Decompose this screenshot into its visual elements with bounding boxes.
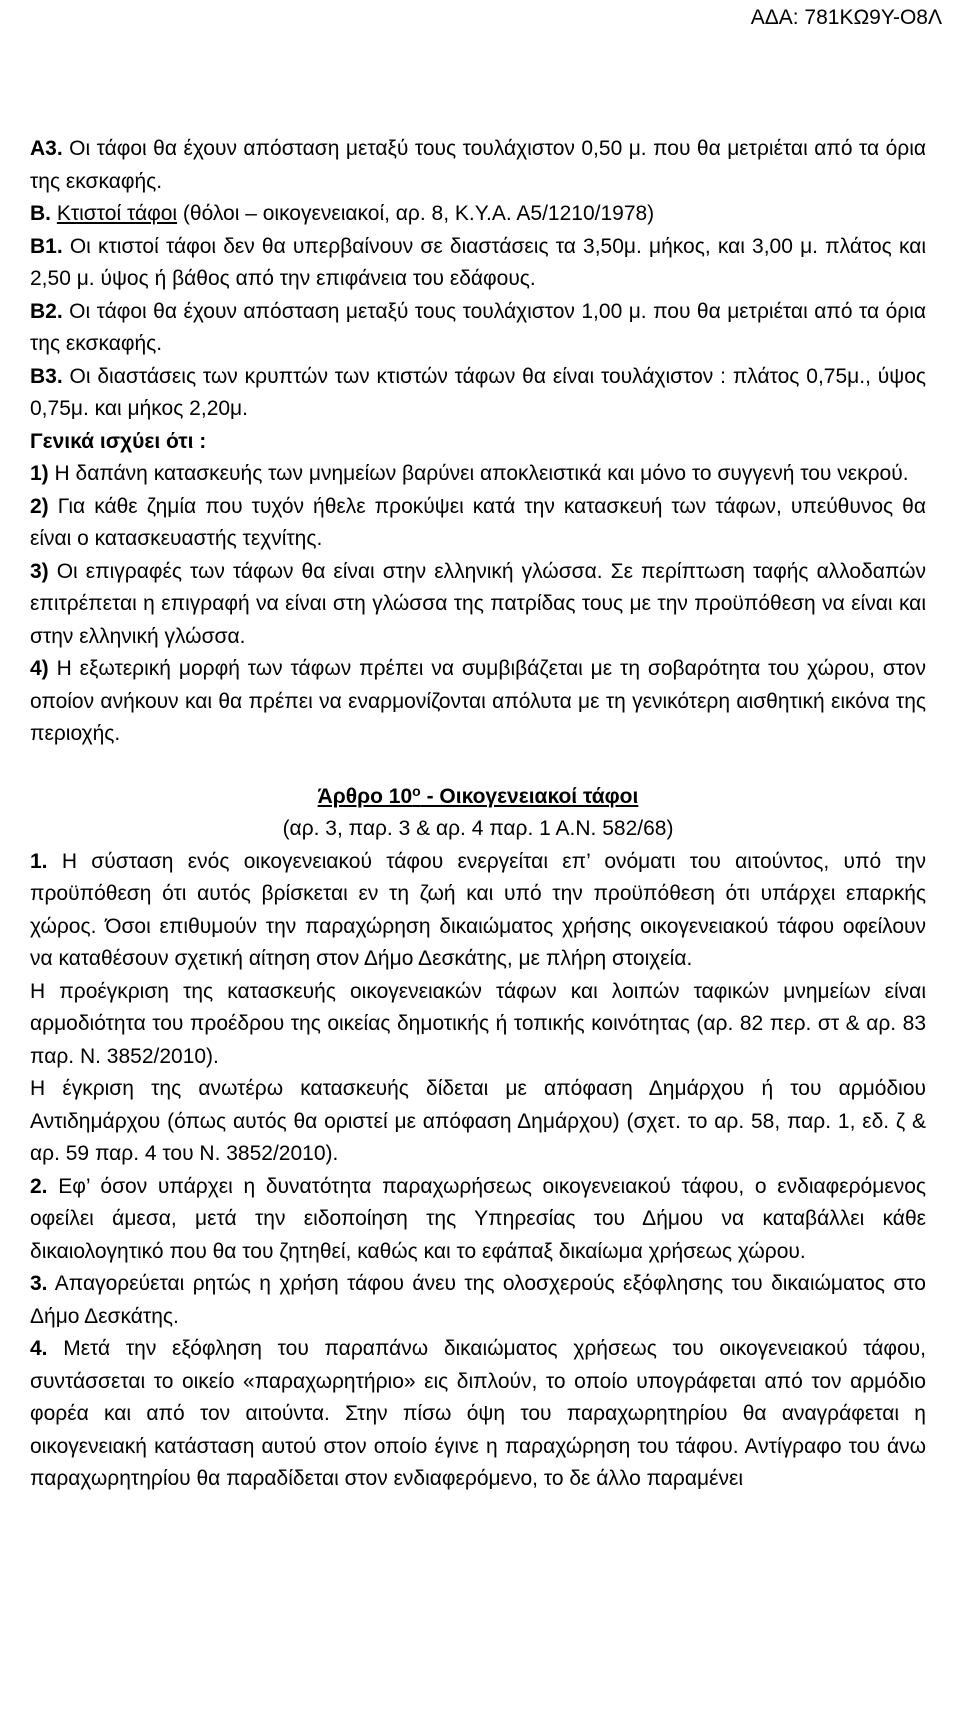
paragraph-1 xyxy=(30,846,926,976)
text-a3: Οι τάφοι θα έχουν απόσταση μεταξύ τους τουλάχιστον 0,50 μ. που θα μετριέται από τα όρια της εκσκαφής. xyxy=(30,137,926,193)
label-g1: 1) xyxy=(30,462,49,485)
label-3: 3. xyxy=(30,1272,48,1295)
text-3: Απαγορεύεται ρητώς η χρήση τάφου άνευ της ολοσχερούς εξόφλησης του δικαιώματος στο Δήμο Δεσκάτης. xyxy=(30,1272,926,1328)
label-b2: Β2. xyxy=(30,299,63,323)
paragraph-2 xyxy=(30,1171,926,1269)
text-g4: Η εξωτερική μορφή των τάφων πρέπει να συμβιβάζεται με τη σοβαρότητα του χώρου, στον οποίον ανήκουν και θα πρέπει να εναρμονίζονται απόλυτα με τη γενικότερη αισθητική εικόνα της περιοχής. xyxy=(30,657,926,745)
label-b1: Β1. xyxy=(30,234,63,258)
text-b2: Οι τάφοι θα έχουν απόσταση μεταξύ τους τουλάχιστον 1,00 μ. που θα μετριέται από τα όρια της εκσκαφής. xyxy=(30,299,926,355)
label-g2: 2) xyxy=(30,494,49,518)
text-g3: Οι επιγραφές των τάφων θα είναι στην ελληνική γλώσσα. Σε περίπτωση ταφής αλλοδαπών επιτρέπεται η επιγραφή να είναι στη γλώσσα της πατρίδας τους με την προϋπόθεση να είναι και στην ελληνική γλώσσα. xyxy=(30,559,926,648)
text-g1: Η δαπάνη κατασκευής των μνημείων βαρύνει αποκλειστικά και μόνο το συγγενή του νεκρού. xyxy=(48,462,909,485)
text-b: (θόλοι – οικογενειακοί, αρ. 8, Κ.Υ.Α. Α5/1210/1978) xyxy=(177,202,655,225)
paragraph-1b: Η προέγκριση της κατασκευής οικογενειακών τάφων και λοιπών ταφικών μνημείων είναι αρμοδιότητα του προέδρου της οικείας δημοτικής ή τοπικής κοινότητας (αρ. 82 περ. στ & αρ. 83 παρ. Ν. 3852/2010). xyxy=(30,979,926,1068)
text-4: Μετά την εξόφληση του παραπάνω δικαιώματος χρήσεως του οικογενειακού τάφου, συντάσσεται το οικείο «παραχωρητήριο» εις διπλούν, το οποίο υπογράφεται από τον αρμόδιο φορέα και από τον αιτούντα. Στην πίσω όψη του παραχωρητηρίου θα αναγράφεται η οικογενειακή κατάσταση αυτού στον οποίο έγινε η παραχώρηση του τάφου. Αντίγραφο του άνω παραχωρητηρίου θα παραδίδεται στον ενδιαφερόμενο, το δε άλλο παραμένει xyxy=(30,1337,926,1490)
article-title-rest: - Οικογενειακοί τάφοι xyxy=(420,784,639,808)
paragraph-a3 xyxy=(30,133,926,198)
paragraph-b xyxy=(30,198,926,231)
paragraph-b2 xyxy=(30,296,926,361)
text-b3: Οι διαστάσεις των κρυπτών των κτιστών τάφων θα είναι τουλάχιστον : πλάτος 0,75μ., ύψος 0,75μ. και μήκος 2,20μ. xyxy=(30,364,926,420)
label-1: 1. xyxy=(30,849,48,873)
label-a3: Α3. xyxy=(30,137,63,160)
label-4: 4. xyxy=(30,1337,48,1360)
paragraph-b3 xyxy=(30,361,926,426)
text-2: Εφ’ όσον υπάρχει η δυνατότητα παραχωρήσεως οικογενειακού τάφου, ο ενδιαφερόμενος οφείλει άμεσα, μετά την ειδοποίηση της Υπηρεσίας του Δήμου να καταβάλλει κάθε δικαιολογητικό που θα του ζητηθεί, καθώς και το εφάπαξ δικαίωμα χρήσεως χώρου. xyxy=(30,1174,926,1263)
general-heading-text: Γενικά ισχύει ότι : xyxy=(30,429,207,453)
label-b: Β. xyxy=(30,202,51,225)
label-g4: 4) xyxy=(30,657,49,680)
text-b1: Οι κτιστοί τάφοι δεν θα υπερβαίνουν σε διαστάσεις τα 3,50μ. μήκος, και 3,00 μ. πλάτος και 2,50 μ. ύψος ή βάθος από την επιφάνεια του εδάφους. xyxy=(30,234,926,290)
article-title xyxy=(30,781,926,814)
paragraph-g3 xyxy=(30,556,926,654)
label-b3: Β3. xyxy=(30,364,63,388)
general-heading xyxy=(30,426,926,459)
paragraph-b1 xyxy=(30,231,926,296)
document-body xyxy=(30,133,926,1496)
paragraph-g1 xyxy=(30,458,926,491)
paragraph-g4 xyxy=(30,653,926,751)
heading-built-tombs: Κτιστοί τάφοι xyxy=(56,202,178,225)
article-title-main: Άρθρο 10 xyxy=(317,784,413,808)
ada-identifier: ΑΔΑ: 781ΚΩ9Υ-Ο8Λ xyxy=(750,6,942,29)
label-g3: 3) xyxy=(30,559,49,583)
text-g2: Για κάθε ζημία που τυχόν ήθελε προκύψει κατά την κατασκευή των τάφων, υπεύθυνος θα είναι ο κατασκευαστής τεχνίτης. xyxy=(30,494,926,550)
paragraph-g2 xyxy=(30,491,926,556)
paragraph-1c: Η έγκριση της ανωτέρω κατασκευής δίδεται με απόφαση Δημάρχου ή του αρμόδιου Αντιδημάρχου (όπως αυτός θα οριστεί με απόφαση Δημάρχου) (σχετ. το αρ. 58, παρ. 1, εδ. ζ & αρ. 59 παρ. 4 του Ν. 3852/2010). xyxy=(30,1077,926,1165)
paragraph-4 xyxy=(30,1333,926,1496)
article-reference: (αρ. 3, παρ. 3 & αρ. 4 παρ. 1 Α.Ν. 582/68) xyxy=(282,817,674,840)
article-title-sup: ο xyxy=(412,782,421,799)
paragraph-3 xyxy=(30,1268,926,1333)
label-2: 2. xyxy=(30,1174,48,1198)
text-1: Η σύσταση ενός οικογενειακού τάφου ενεργείται επ’ ονόματι του αιτούντος, υπό την προϋπόθεση ότι αυτός βρίσκεται εν τη ζωή και υπό την προϋπόθεση ότι υπάρχει επαρκής χώρος. Όσοι επιθυμούν την παραχώρηση δικαιώματος χρήσης οικογενειακού τάφου οφείλουν να καταθέσουν σχετική αίτηση στον Δήμο Δεσκάτης, με πλήρη στοιχεία. xyxy=(30,849,926,970)
